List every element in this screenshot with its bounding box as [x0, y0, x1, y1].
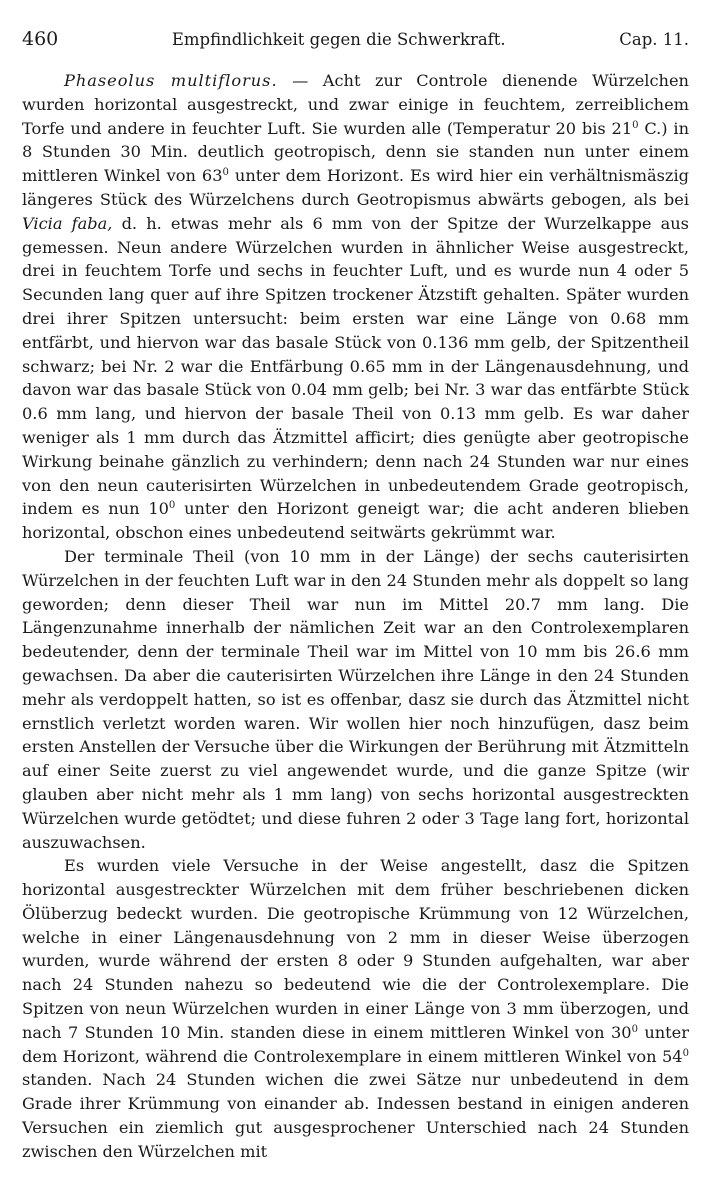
degree-sign: 0 — [168, 500, 176, 512]
species-name: Vicia faba, — [22, 213, 113, 233]
running-title: Empfindlichkeit gegen die Schwerkraft. — [171, 30, 506, 49]
species-name: Phaseolus multiflorus. — [64, 71, 278, 90]
degree-sign: 0 — [632, 119, 639, 131]
paragraph-2: Der terminale Theil (von 10 mm in der Länge) der sechs cauterisirten Würzelchen in der feuchten Luft war in den 24 Stunden mehr als doppelt so lang geworden; denn dieser Theil war nun im Mittel 20.7 mm lang. Die Längenzunahme innerhalb der nämlichen Zeit war an den Controlexemplaren bedeutender, denn der terminale Theil war im Mittel von 10 mm bis 26.6 mm gewachsen. Da aber die cauterisirten Würzelchen ihre Länge in den 24 Stunden mehr als verdoppelt hatten, so ist es offenbar, dasz sie durch das Ätzmittel nicht ernstlich verletzt worden waren. Wir wollen hier noch hinzufügen, dasz beim ersten Anstellen der Versuche über die Wirkungen der Berührung mit Ätzmitteln auf einer Seite zuerst zu viel angewendet wurde, und die ganze Spitze (wir glauben aber nicht mehr als 1 mm lang) von sechs horizontal ausgestreckten Würzelchen wurde getödtet; und diese fuhren 2 oder 3 Tage lang fort, horizontal auszuwachsen. — [22, 546, 689, 852]
paragraph-1: Phaseolus multiflorus. — Acht zur Controle dienende Würzelchen wurden horizontal ausgestreckt, und zwar einige in feuchtem, zerreiblichem Torfe und andere in feuchter Luft. Sie wurden alle (Temperatur 20 bis $21^0$ C.) in 8 Stunden 30 Min. deutlich geotropisch, denn sie standen nun unter einem mittleren Winkel von $63^0$ unter dem Horizont. Es wird hier ein verhältnismäszig längeres Stück des Würzelchens durch Geotropismus abwärts gebogen, als bei Vicia faba, d. h. etwas mehr als 6 mm von der Spitze der Wurzelkappe aus gemessen. Neun andere Würzelchen wurden in ähnlicher Weise ausgestreckt, drei in feuchtem Torfe und sechs in feuchter Luft, und es wurde nun 4 oder 5 Secunden lang quer auf ihre Spitzen trockener Ätzstift gehalten. Später wurden drei ihrer Spitzen untersucht: beim ersten war eine Länge von 0.68 mm entfärbt, und hiervon war das basale Stück von 0.136 mm gelb, der Spitzentheil schwarz; bei Nr. 2 war die Entfärbung 0.65 mm in der Längenausdehnung, und davon war das basale Stück von 0.04 mm gelb; bei Nr. 3 war das entfärbte Stück 0.6 mm lang, und hiervon der basale Theil von 0.13 mm gelb. Es war daher weniger als 1 mm durch das Ätzmittel afficirt; dies genügte aber geotropische Wirkung beinahe gänzlich zu verhindern; denn nach 24 Stunden war nur eines von den neun cauterisirten Würzelchen in unbedeutendem Grade geotropisch, indem es nun $10^0$ unter den Horizont geneigt war; die acht anderen blieben horizontal, obschon eines unbedeutend seitwärts gekrümmt war. — [22, 71, 689, 543]
degree-sign: 0 — [682, 1047, 689, 1059]
degree-sign: 0 — [222, 166, 229, 178]
paragraph-3: Es wurden viele Versuche in der Weise angestellt, dasz die Spitzen horizontal ausgestreckter Würzelchen mit dem früher beschriebenen dicken Ölüberzug bedeckt wurden. Die geotropische Krümmung von 12 Würzelchen, welche in einer Längenausdehnung von 2 mm in dieser Weise überzogen wurden, wurde während der ersten 8 oder 9 Stunden aufgehalten, war aber nach 24 Stunden nahezu so bedeutend wie die der Controlexemplare. Die Spitzen von neun Würzelchen wurden in einer Länge von 3 mm überzogen, und nach 7 Stunden 10 Min. standen diese in einem mittleren Winkel von $30^0$ unter dem Horizont, während die Controlexemplare in einem mittleren Winkel von $54^0$ standen. Nach 24 Stunden wichen die zwei Sätze nur unbedeutend in dem Grade ihrer Krümmung von einander ab. Indessen bestand in einigen anderen Versuchen ein ziemlich gut ausgesprochener Unterschied nach 24 Stunden zwischen den Würzelchen mit — [22, 856, 690, 1161]
chapter-label: Cap. 11. — [619, 30, 689, 49]
running-header — [22, 28, 689, 51]
body-text — [22, 69, 689, 1164]
page-number: 460 — [22, 28, 59, 50]
degree-sign: 0 — [631, 1023, 638, 1035]
